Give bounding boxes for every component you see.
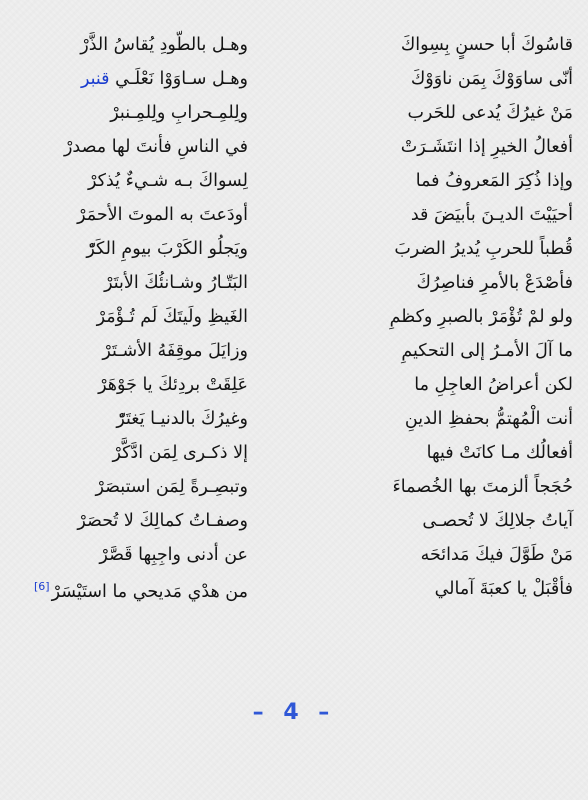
verse-16 [18,538,573,572]
verse-16-sadr: مَنْ طَوَّلَ فيكَ مَدائحَه [420,545,573,565]
verse-1 [18,28,573,62]
verse-17 [18,572,573,606]
verse-15 [18,504,573,538]
verse-11-ajuz: عَلِقَتْ بردِئكَ يا جَوْهَرْ [98,375,248,395]
verse-12-sadr: أنت الْمُهتمُّ بحفظِ الدينِ [404,409,573,429]
page-number: – 4 – [252,700,336,725]
verse-1-ajuz: وهـل بالطّودِ يُقاسُ الذَّرْ [80,35,248,55]
verse-13 [18,436,573,470]
verse-5-sadr: وإذا ذُكِرَ المَعروفُ فما [415,171,573,191]
verse-8 [18,266,573,300]
verse-3-sadr: مَنْ غيرُكَ يُدعى للحَرب [407,103,573,123]
verse-5-ajuz: لِسواكَ بـه شـيءٌ يُذكرْ [88,171,248,191]
verse-3 [18,96,573,130]
verse-11-sadr: لكن أعراضُ العاجِلِ ما [414,375,573,395]
verse-6-sadr: أحيَيْتَ الديـنَ بأبيَضَ قد [410,205,573,225]
verse-9-ajuz: الغَيظِ ولَيتَكَ لَم تُـؤْمَرْ [96,307,248,327]
verse-7 [18,232,573,266]
verse-10 [18,334,573,368]
verse-16-ajuz: عن أدنى واجِبِها قَصَّرْ [99,545,248,565]
verse-10-sadr: ما آلَ الأمـرُ إلى التحكيمِ [401,341,573,361]
verse-17-ajuz [18,570,248,609]
verse-2-ajuz [18,62,248,96]
verse-6-ajuz: أودَعتَ به الموتَ الأحمَرْ [77,205,248,225]
verse-14 [18,470,573,504]
verse-12-ajuz: وغيرُكَ بالدنيـا يَغتَرّْ [116,409,248,429]
verse-13-ajuz: إلا ذكـرى لِمَن ادَّكَّرْ [112,443,248,463]
verse-2-sadr: أنّى ساوَوْكَ بِمَن ناوَوْكَ [410,69,573,89]
verse-5 [18,164,573,198]
verse-4-sadr: أفعالُ الخيرِ إذا انتَشَـرَتْ [400,137,573,157]
verse-10-ajuz: وزايَلَ موقِفَهُ الأشـتَرْ [102,341,248,361]
verse-14-ajuz: وتبصِـرةً لِمَن استبصَرْ [95,477,248,497]
verse-12 [18,402,573,436]
verse-2-ajuz-text: وهـل سـاوَوْا نَعْلَـي [115,69,248,89]
verse-15-sadr: آياتُ جلالِكَ لا تُحصـى [422,511,573,531]
footnote-6-link[interactable]: [6] [33,579,50,593]
verse-17-ajuz-text: من هدْي مَديحي ما استَيْسَرْ [51,581,248,602]
verse-17-sadr: فأقْبَلْ يا كعبَةَ آمالي [434,579,573,599]
poem-body [18,28,573,606]
verse-7-ajuz: ويَجلُو الكَرْبَ بيومِ الكَرّْ [86,239,248,259]
verse-15-ajuz: وصفـاتُ كمالِكَ لا تُحصَرْ [77,511,248,531]
qanbar-link[interactable]: قنبر [80,69,110,89]
verse-8-sadr: فأصْدَعْ بالأمرِ فناصِرُكَ [416,273,573,293]
verse-1-sadr: قاسُوكَ أبا حسنٍ بِسِواكَ [400,35,573,55]
verse-13-sadr: أفعالُك مـا كانَتْ فيها [426,443,573,463]
verse-14-sadr: حُجَجاً ألزمتَ بها الخُصماءَ [392,477,573,497]
verse-2 [18,62,573,96]
verse-9 [18,300,573,334]
verse-6 [18,198,573,232]
verse-4 [18,130,573,164]
verse-11 [18,368,573,402]
verse-4-ajuz: في الناسِ فأنتَ لها مصدرْ [63,137,248,157]
verse-9-sadr: ولو لمْ تُؤْمَرْ بالصبرِ وكظمِ [389,307,573,327]
verse-8-ajuz: البَتّـارُ وشـانئُكَ الأبتَرْ [104,273,248,293]
verse-7-sadr: قُطباً للحربِ يُديرُ الضربَ [394,239,573,259]
verse-3-ajuz: ولِلمِـحرابِ ولِلمِـنبرْ [110,103,248,123]
